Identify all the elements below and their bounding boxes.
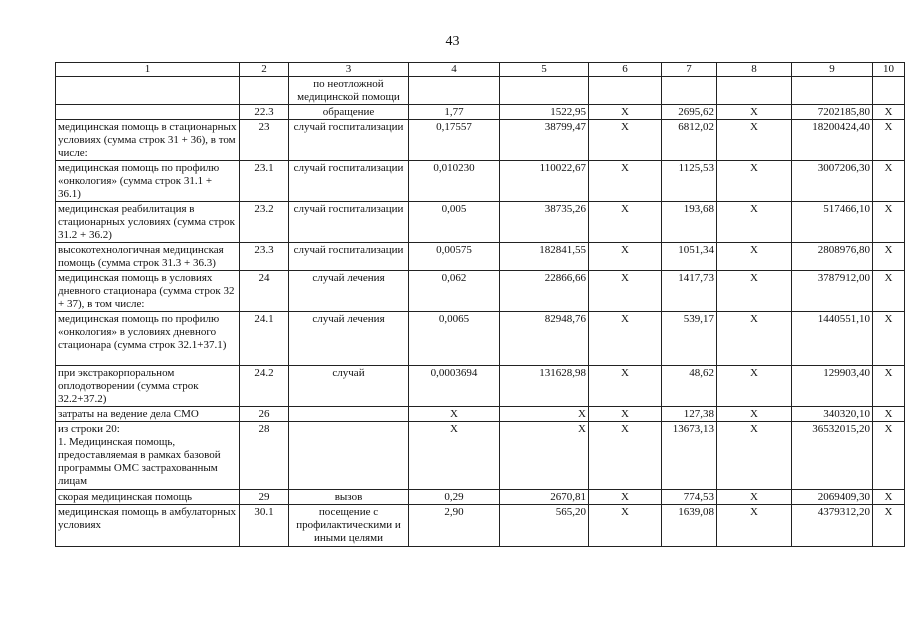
table-cell-col-5: 565,20 (500, 505, 589, 547)
table-cell-col-9 (792, 77, 873, 105)
table-cell-col-9: 1440551,10 (792, 312, 873, 366)
table-cell-col-10: X (873, 271, 905, 312)
table-cell-col-10: X (873, 120, 905, 161)
table-cell-col-4: 0,0003694 (409, 366, 500, 407)
table-cell-col-10: X (873, 407, 905, 422)
table-cell-col-3: случай госпитализации (289, 202, 409, 243)
table-cell-col-3 (289, 407, 409, 422)
table-row (56, 271, 905, 312)
table-cell-col-5: X (500, 407, 589, 422)
table-cell-col-3: случай госпитализации (289, 243, 409, 271)
table-cell-col-5: 82948,76 (500, 312, 589, 366)
table-row (56, 161, 905, 202)
table-cell-col-5: 38735,26 (500, 202, 589, 243)
table-row (56, 202, 905, 243)
table-cell-col-4: 0,17557 (409, 120, 500, 161)
table-cell-col-7: 48,62 (662, 366, 717, 407)
page-number: 43 (445, 34, 460, 49)
table-cell-col-3: по неотложной медицинской помощи (289, 77, 409, 105)
table-cell-col-8: X (717, 312, 792, 366)
table-cell-col-1: высокотехнологичная медицинская помощь (сумма строк 31.3 + 36.3) (56, 243, 240, 271)
table-cell-col-9: 2808976,80 (792, 243, 873, 271)
table-cell-col-5: 38799,47 (500, 120, 589, 161)
header-cell: 7 (662, 63, 717, 77)
table-cell-col-4: 0,00575 (409, 243, 500, 271)
header-cell: 8 (717, 63, 792, 77)
table-cell-col-1: медицинская помощь в амбулаторных условиях (56, 505, 240, 547)
table-row (56, 120, 905, 161)
table-cell-col-4: 0,0065 (409, 312, 500, 366)
table-cell-col-10: X (873, 490, 905, 505)
table-cell-col-6: X (589, 366, 662, 407)
table-cell-col-10: X (873, 161, 905, 202)
header-cell: 10 (873, 63, 905, 77)
table-cell-col-7: 127,38 (662, 407, 717, 422)
header-cell: 1 (56, 63, 240, 77)
table-cell-col-6 (589, 77, 662, 105)
table-cell-col-1: медицинская реабилитация в стационарных условиях (сумма строк 31.2 + 36.2) (56, 202, 240, 243)
table-cell-col-7: 1051,34 (662, 243, 717, 271)
table-row (56, 505, 905, 547)
table-cell-col-3 (289, 422, 409, 490)
table-cell-col-2: 24 (240, 271, 289, 312)
table-cell-col-8: X (717, 243, 792, 271)
table-cell-col-9: 340320,10 (792, 407, 873, 422)
table-cell-col-5: 22866,66 (500, 271, 589, 312)
table-cell-col-6: X (589, 202, 662, 243)
table-cell-col-6: X (589, 120, 662, 161)
table-cell-col-1: медицинская помощь по профилю «онкология» (сумма строк 31.1 + 36.1) (56, 161, 240, 202)
table-cell-col-3: случай (289, 366, 409, 407)
table-cell-col-8: X (717, 366, 792, 407)
table-cell-col-8: X (717, 271, 792, 312)
table-cell-col-7: 1417,73 (662, 271, 717, 312)
table-cell-col-5: 2670,81 (500, 490, 589, 505)
table-cell-col-8: X (717, 422, 792, 490)
table-row (56, 490, 905, 505)
table-cell-col-10: X (873, 243, 905, 271)
table-cell-col-7: 6812,02 (662, 120, 717, 161)
table-cell-col-4: 0,010230 (409, 161, 500, 202)
table-cell-col-3: случай лечения (289, 271, 409, 312)
table-cell-col-8: X (717, 490, 792, 505)
table-cell-col-10: X (873, 422, 905, 490)
table-cell-col-6: X (589, 490, 662, 505)
table-cell-col-3: случай лечения (289, 312, 409, 366)
header-cell: 9 (792, 63, 873, 77)
header-cell: 2 (240, 63, 289, 77)
table-cell-col-9: 3787912,00 (792, 271, 873, 312)
table-cell-col-6: X (589, 271, 662, 312)
table-cell-col-1: медицинская помощь в стационарных условиях (сумма строк 31 + 36), в том числе: (56, 120, 240, 161)
table-cell-col-8: X (717, 202, 792, 243)
table-cell-col-8: X (717, 105, 792, 120)
table-cell-col-1: медицинская помощь по профилю «онкология» в условиях дневного стационара (сумма строк 32.1+37.1) (56, 312, 240, 366)
table-cell-col-10 (873, 77, 905, 105)
table-cell-col-7: 539,17 (662, 312, 717, 366)
table-cell-col-6: X (589, 407, 662, 422)
table-cell-col-2: 29 (240, 490, 289, 505)
table-cell-col-1: скорая медицинская помощь (56, 490, 240, 505)
table-cell-col-10: X (873, 105, 905, 120)
table-cell-col-2: 28 (240, 422, 289, 490)
table-cell-col-9: 4379312,20 (792, 505, 873, 547)
table-cell-col-7: 193,68 (662, 202, 717, 243)
table-cell-col-3: обращение (289, 105, 409, 120)
table-cell-col-6: X (589, 105, 662, 120)
table-cell-col-10: X (873, 366, 905, 407)
table-cell-col-9: 18200424,40 (792, 120, 873, 161)
table-cell-col-7: 1125,53 (662, 161, 717, 202)
table-cell-col-7: 2695,62 (662, 105, 717, 120)
table-cell-col-4: 0,005 (409, 202, 500, 243)
table-cell-col-3: случай госпитализации (289, 161, 409, 202)
table-header-row (56, 63, 905, 77)
table-cell-col-9: 517466,10 (792, 202, 873, 243)
table-cell-col-5: 131628,98 (500, 366, 589, 407)
table-cell-col-2: 23.3 (240, 243, 289, 271)
table-row (56, 422, 905, 490)
table-cell-col-8: X (717, 407, 792, 422)
tariff-table (55, 62, 905, 547)
table-row (56, 407, 905, 422)
table-cell-col-9: 36532015,20 (792, 422, 873, 490)
table-cell-col-2: 24.1 (240, 312, 289, 366)
header-cell: 4 (409, 63, 500, 77)
table-cell-col-4: 0,29 (409, 490, 500, 505)
header-cell: 3 (289, 63, 409, 77)
table-cell-col-6: X (589, 505, 662, 547)
table-cell-col-10: X (873, 505, 905, 547)
table-cell-col-7: 1639,08 (662, 505, 717, 547)
table-cell-col-8: X (717, 120, 792, 161)
table-cell-col-2: 23.2 (240, 202, 289, 243)
table-cell-col-8: X (717, 505, 792, 547)
table-cell-col-4: 2,90 (409, 505, 500, 547)
table-cell-col-2: 22.3 (240, 105, 289, 120)
table-cell-col-5: X (500, 422, 589, 490)
table-cell-col-9: 3007206,30 (792, 161, 873, 202)
table-cell-col-1: из строки 20: 1. Медицинская помощь, предоставляемая в рамках базовой программы ОМС застрахованным лицам (56, 422, 240, 490)
table-cell-col-5: 182841,55 (500, 243, 589, 271)
table-cell-col-5: 1522,95 (500, 105, 589, 120)
table-cell-col-6: X (589, 161, 662, 202)
table-cell-col-3: вызов (289, 490, 409, 505)
table-cell-col-10: X (873, 312, 905, 366)
table-row (56, 77, 905, 105)
table-cell-col-5 (500, 77, 589, 105)
table-cell-col-1 (56, 77, 240, 105)
table-cell-col-1 (56, 105, 240, 120)
table-cell-col-1: затраты на ведение дела СМО (56, 407, 240, 422)
table-cell-col-9: 129903,40 (792, 366, 873, 407)
table-cell-col-4: X (409, 422, 500, 490)
table-cell-col-7: 13673,13 (662, 422, 717, 490)
table-cell-col-6: X (589, 243, 662, 271)
table-cell-col-3: посещение с профилактическими и иными целями (289, 505, 409, 547)
table-row (56, 312, 905, 366)
table-cell-col-2: 30.1 (240, 505, 289, 547)
table-cell-col-7 (662, 77, 717, 105)
table-row (56, 366, 905, 407)
table-cell-col-2: 23.1 (240, 161, 289, 202)
table-cell-col-1: медицинская помощь в условиях дневного стационара (сумма строк 32 + 37), в том числе: (56, 271, 240, 312)
table-cell-col-2: 26 (240, 407, 289, 422)
table-cell-col-7: 774,53 (662, 490, 717, 505)
table-cell-col-4 (409, 77, 500, 105)
table-row (56, 243, 905, 271)
table-cell-col-6: X (589, 422, 662, 490)
table-cell-col-2: 24.2 (240, 366, 289, 407)
table-row (56, 105, 905, 120)
table-cell-col-9: 7202185,80 (792, 105, 873, 120)
table-cell-col-2: 23 (240, 120, 289, 161)
table-body (56, 63, 905, 547)
header-cell: 6 (589, 63, 662, 77)
table-cell-col-8: X (717, 161, 792, 202)
table-cell-col-6: X (589, 312, 662, 366)
table-cell-col-3: случай госпитализации (289, 120, 409, 161)
table-cell-col-5: 110022,67 (500, 161, 589, 202)
table-cell-col-10: X (873, 202, 905, 243)
table-cell-col-4: X (409, 407, 500, 422)
table-cell-col-8 (717, 77, 792, 105)
table-cell-col-2 (240, 77, 289, 105)
header-cell: 5 (500, 63, 589, 77)
table-cell-col-4: 0,062 (409, 271, 500, 312)
table-cell-col-9: 2069409,30 (792, 490, 873, 505)
table-cell-col-1: при экстракорпоральном оплодотворении (сумма строк 32.2+37.2) (56, 366, 240, 407)
table-cell-col-4: 1,77 (409, 105, 500, 120)
